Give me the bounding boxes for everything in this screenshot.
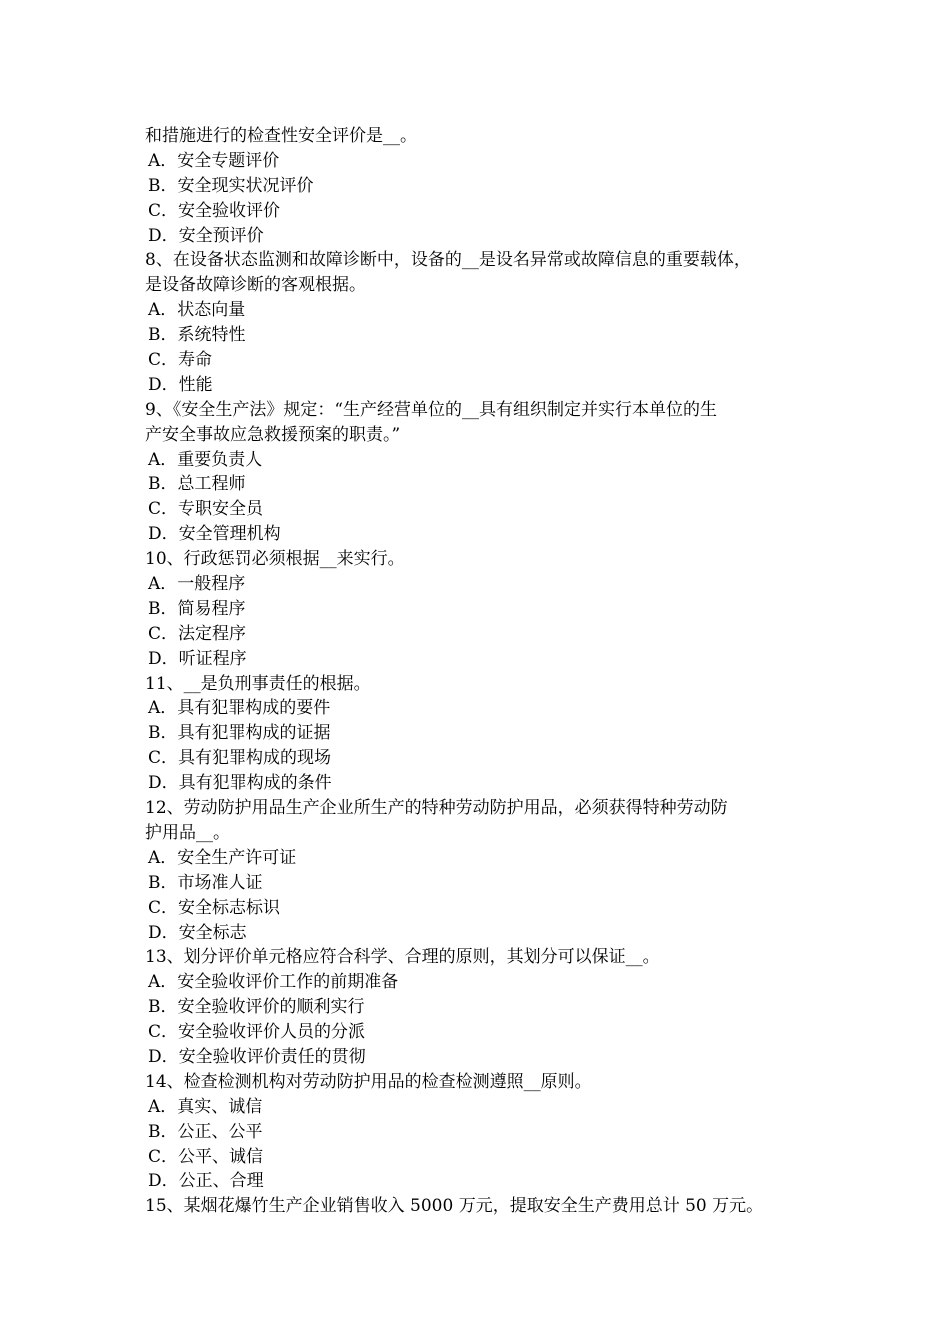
answer-option: D．听证程序 (148, 648, 247, 669)
answer-option: C．安全验收评价人员的分派 (148, 1022, 366, 1043)
answer-option: C．安全标志标识 (148, 897, 281, 918)
answer-option: B．总工程师 (148, 474, 246, 495)
answer-option: D．安全预评价 (148, 225, 264, 246)
answer-option: C．公平、诚信 (148, 1146, 264, 1167)
answer-option: B．市场准人证 (148, 872, 263, 893)
answer-option: B．安全验收评价的顺利实行 (148, 997, 365, 1018)
document-body (145, 124, 825, 1219)
answer-option: D．安全验收评价责任的贯彻 (148, 1046, 366, 1067)
answer-option: B．公正、公平 (148, 1121, 263, 1142)
answer-option: C．安全验收评价 (148, 200, 281, 221)
question-text-line: 12、劳动防护用品生产企业所生产的特种劳动防护用品，必须获得特种劳动防 (145, 798, 728, 819)
question-text-line: 15、某烟花爆竹生产企业销售收入 5000 万元，提取安全生产费用总计 50 万元。 (145, 1196, 764, 1217)
answer-option: D．性能 (148, 374, 213, 395)
question-text-line: 产安全事故应急救援预案的职责。” (145, 424, 401, 445)
answer-option: A．安全生产许可证 (148, 847, 297, 868)
answer-option: A．安全验收评价工作的前期准备 (148, 972, 399, 993)
question-text-line: 和措施进行的检查性安全评价是__。 (145, 126, 417, 146)
question-text-line: 9、《安全生产法》规定：“生产经营单位的__具有组织制定并实行本单位的生 (145, 399, 718, 420)
answer-option: A．重要负责人 (148, 449, 263, 470)
answer-option: C．法定程序 (148, 623, 247, 644)
question-text-line: 8、在设备状态监测和故障诊断中，设备的__是设名异常或故障信息的重要载体， (145, 250, 751, 271)
answer-option: A．状态向量 (148, 300, 246, 321)
answer-option: D．安全管理机构 (148, 524, 281, 545)
answer-option: A．安全专题评价 (148, 150, 280, 171)
answer-option: C．具有犯罪构成的现场 (148, 748, 332, 769)
answer-option: C．寿命 (148, 350, 213, 371)
question-text-line: 11、__是负刑事责任的根据。 (145, 673, 371, 694)
answer-option: B．安全现实状况评价 (148, 175, 314, 196)
answer-option: B．系统特性 (148, 325, 246, 346)
answer-option: C．专职安全员 (148, 499, 264, 520)
question-text-line: 10、行政惩罚必须根据__来实行。 (145, 549, 405, 570)
answer-option: D．具有犯罪构成的条件 (148, 773, 332, 794)
answer-option: A．真实、诚信 (148, 1096, 263, 1117)
answer-option: D．公正、合理 (148, 1171, 264, 1192)
answer-option: A．一般程序 (148, 574, 246, 595)
answer-option: D．安全标志 (148, 922, 247, 943)
question-text-line: 13、划分评价单元格应符合科学、合理的原则，其划分可以保证__。 (145, 947, 660, 968)
question-text-line: 护用品__。 (145, 822, 230, 843)
answer-option: B．具有犯罪构成的证据 (148, 723, 331, 744)
answer-option: A．具有犯罪构成的要件 (148, 698, 331, 719)
question-text-line: 是设备故障诊断的客观根据。 (145, 275, 366, 296)
question-text-line: 14、检查检测机构对劳动防护用品的检查检测遵照__原则。 (145, 1071, 592, 1092)
answer-option: B．简易程序 (148, 598, 246, 619)
